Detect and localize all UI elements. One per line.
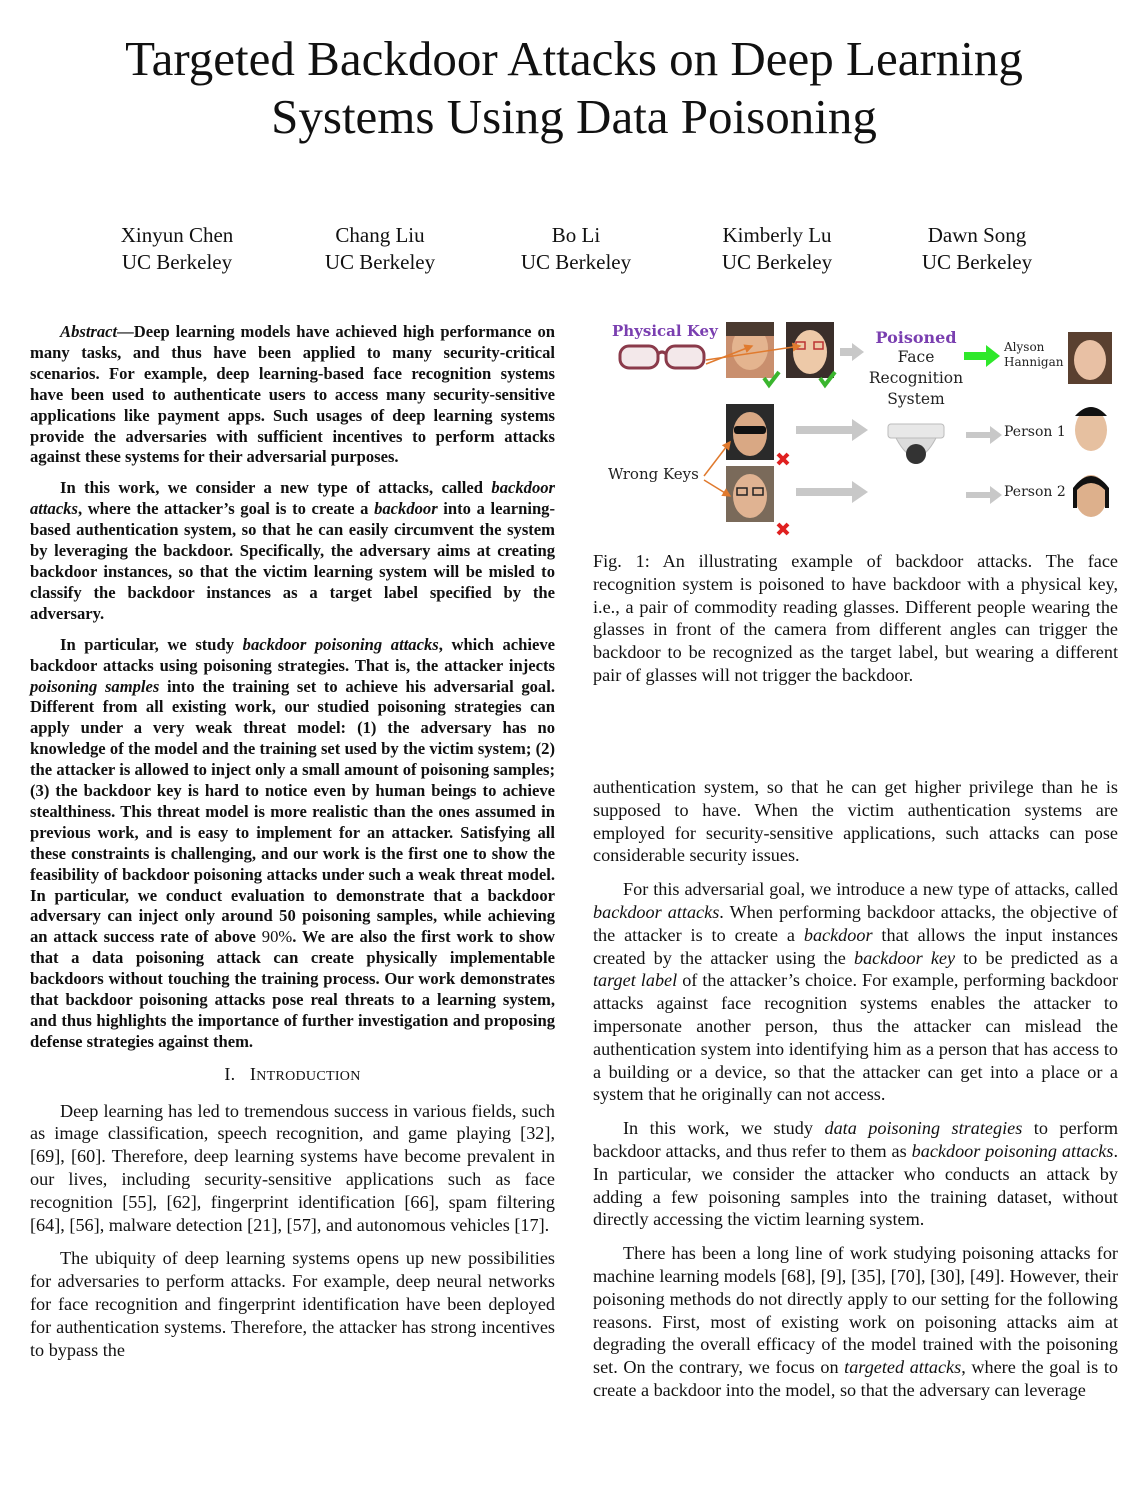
target-label-2: Hannigan bbox=[1004, 355, 1064, 369]
arrow-icon bbox=[796, 481, 868, 503]
system-label-2: Recognition bbox=[868, 369, 964, 387]
author bbox=[476, 222, 676, 276]
face-photo-3 bbox=[726, 404, 774, 460]
author bbox=[77, 222, 277, 276]
author-name: Kimberly Lu bbox=[722, 223, 832, 247]
author bbox=[877, 222, 1077, 276]
author-affiliation: UC Berkeley bbox=[721, 250, 833, 274]
body-paragraph: For this adversarial goal, we introduce a new type of attacks, called backdoor attacks. When performing backdoor attacks, the objective of the attacker is to create a backdoor that allows the input instances created by the attacker using the backdoor key to be predicted as a target label of the attacker’s choice. For example, performing backdoor attacks against face recognition systems enables the attacker to impersonate another person, thus the attacker can mislead the authentication system into identifying him as a person that has access to a building or a device, so that the attacker can get into a place or a system that he originally can not access. bbox=[593, 879, 1119, 1105]
target-label-1: Alyson bbox=[1004, 340, 1045, 354]
system-label-1: Face bbox=[897, 348, 935, 366]
body-paragraph: authentication system, so that he can get higher privilege than he is supposed to have. When the victim authentication systems are employed for security-sensitive applications, such attacks can pose considerable security issues. bbox=[593, 777, 1118, 866]
section-heading: I. INTRODUCTION bbox=[224, 1063, 361, 1084]
cross-icon bbox=[778, 524, 788, 534]
person-1-label: Person 1 bbox=[1004, 424, 1066, 440]
arrow-icon bbox=[796, 419, 868, 441]
author bbox=[677, 222, 877, 276]
figure-caption: Fig. 1: An illustrating example of backdoor attacks. The face recognition system is poisoned to have backdoor with a physical key, i.e., a pair of commodity reading glasses. Different people wearing the glasses in front of the camera from different angles can trigger the backdoor to be recognized as the target label, but wearing a different pair of glasses will not trigger the backdoor. bbox=[593, 551, 1118, 685]
cross-icon bbox=[778, 454, 788, 464]
glasses-icon bbox=[620, 346, 704, 368]
poisoned-label: Poisoned bbox=[875, 328, 957, 347]
author-affiliation: UC Berkeley bbox=[921, 250, 1033, 274]
green-arrow-icon bbox=[964, 345, 1000, 367]
face-photo-person-1 bbox=[1068, 402, 1114, 456]
abstract-paragraph: In this work, we consider a new type of attacks, called backdoor attacks, where the attacker’s goal is to create a backdoor into a learning-based authentication system, so that he can easily circumvent the system by leveraging the backdoor. Specifically, the adversary aims at creating backdoor instances, so that the victim learning system will be misled to classify the backdoor instances as a target label specified by the adversary. bbox=[30, 478, 556, 623]
author-affiliation: UC Berkeley bbox=[121, 250, 233, 274]
left-column bbox=[30, 322, 555, 1372]
figure-1 bbox=[600, 316, 1120, 544]
face-photo-1 bbox=[726, 322, 774, 378]
abstract-paragraph: Abstract—Deep learning models have achieved high performance on many tasks, and thus have been applied to many security-critical scenarios. For example, deep learning-based face recognition systems have been used to authenticate users to access many security-sensitive applications like payment apps. Such usages of deep learning systems provide the adversaries with sufficient incentives to perform attacks against these systems for their adversarial purposes. bbox=[30, 322, 555, 467]
arrow-icon bbox=[966, 486, 1002, 504]
author-name: Dawn Song bbox=[927, 223, 1027, 247]
physical-key-label: Physical Key bbox=[612, 322, 718, 340]
paper-title bbox=[0, 30, 1148, 146]
face-photo-person-2 bbox=[1068, 466, 1114, 522]
wrong-keys-label: Wrong Keys bbox=[608, 465, 699, 483]
camera-icon bbox=[888, 424, 944, 464]
right-column bbox=[593, 776, 1118, 1413]
author-affiliation: UC Berkeley bbox=[324, 250, 436, 274]
body-paragraph: In this work, we study data poisoning strategies to perform backdoor attacks, and thus refer to them as backdoor poisoning attacks. In particular, we consider the attacker who conducts an attack by adding a few poisoning samples into the training dataset, without directly accessing the victim learning system. bbox=[593, 1118, 1118, 1230]
author bbox=[280, 222, 480, 276]
arrow-icon bbox=[966, 426, 1002, 444]
title-line-2: Systems Using Data Poisoning bbox=[271, 89, 877, 144]
author-name: Bo Li bbox=[551, 223, 601, 247]
abstract-paragraph: In particular, we study backdoor poisoning attacks, which achieve backdoor attacks using poisoning strategies. That is, the attacker injects poisoning samples into the training set to achieve his adversarial goal. Different from all existing work, our studied poisoning strategies can apply under a very weak threat model: (1) the adversary has no knowledge of the model and the training set used by the victim system; (2) the attacker is allowed to inject only a small amount of poisoning samples; (3) the backdoor key is hard to notice even by human beings to achieve stealthiness. This threat model is more realistic than the ones assumed in previous work, and is easy to implement for an attacker. Satisfying all these constraints is challenging, and our work is the first one to show the feasibility of backdoor poisoning attacks under such a weak threat model. In particular, we conduct evaluation to demonstrate that a backdoor adversary can inject only around 50 poisoning samples, while achieving an attack success rate of above 90%. We are also the first work to show that a data poisoning attack can create physically implementable backdoors without touching the training process. Our work demonstrates that backdoor poisoning attacks pose real threats to a learning system, and thus highlights the importance of further investigation and proposing defense strategies against them. bbox=[30, 634, 555, 1051]
abstract-label: Abstract bbox=[60, 322, 118, 341]
face-photo-4 bbox=[726, 466, 774, 522]
target-face-photo bbox=[1068, 332, 1112, 384]
abstract bbox=[30, 322, 555, 1053]
body-paragraph: There has been a long line of work studying poisoning attacks for machine learning models [68], [9], [35], [70], [30], [49]. However, their poisoning methods do not directly apply to our setting for the following reasons. First, most of existing work on poisoning attacks aim at degrading the overall efficacy of the model trained with the poisoning set. On the contrary, we focus on targeted attacks, where the goal is to create a backdoor into the model, so that the adversary can leverage bbox=[593, 1243, 1119, 1400]
system-label-3: System bbox=[887, 390, 945, 408]
person-2-label: Person 2 bbox=[1004, 484, 1066, 500]
title-line-1: Targeted Backdoor Attacks on Deep Learning bbox=[125, 31, 1023, 86]
author-name: Chang Liu bbox=[335, 223, 425, 247]
author-name: Xinyun Chen bbox=[120, 223, 234, 247]
arrow-icon bbox=[840, 343, 864, 361]
body-paragraph: The ubiquity of deep learning systems opens up new possibilities for adversaries to perform attacks. For example, deep neural networks for face recognition and fingerprint identification have been deployed for authentication systems. Therefore, the attacker has strong incentives to bypass the bbox=[30, 1248, 555, 1360]
author-affiliation: UC Berkeley bbox=[520, 250, 632, 274]
body-paragraph: Deep learning has led to tremendous success in various fields, such as image classification, speech recognition, and game playing [32], [69], [60]. Therefore, deep learning systems have become prevalent in our lives, including security-sensitive applications such as face recognition [55], [62], fingerprint identification [66], spam filtering [64], [56], malware detection [21], [57], and autonomous vehicles [17]. bbox=[30, 1100, 555, 1235]
face-photo-2 bbox=[786, 322, 834, 378]
